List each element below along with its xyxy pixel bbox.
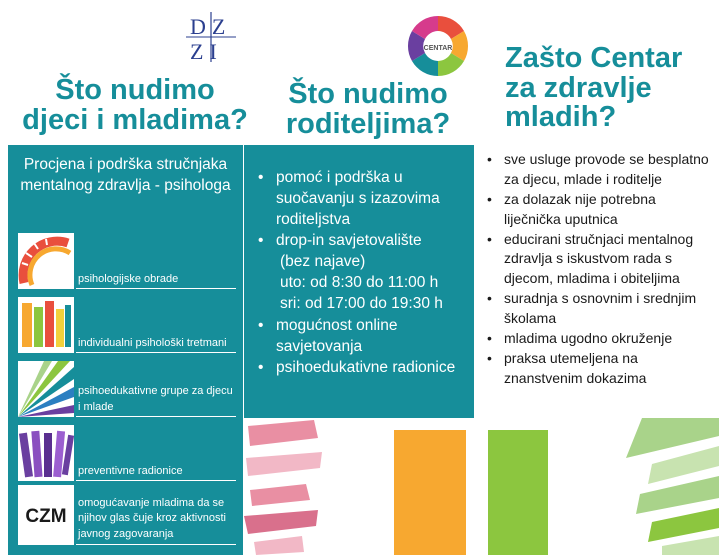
centar-logo bbox=[400, 8, 476, 84]
service-label: individualni psihološki tretmani bbox=[78, 336, 227, 349]
divider bbox=[76, 352, 236, 353]
dzzi-logo bbox=[182, 8, 240, 66]
pink-strokes-decoration bbox=[244, 418, 330, 555]
divider bbox=[76, 480, 236, 481]
list-item: uto: od 8:30 do 11:00 h bbox=[280, 274, 439, 292]
centar-logo-text: CENTAR bbox=[423, 45, 453, 52]
heading-children: Što nudimo djeci i mladima? bbox=[22, 74, 248, 136]
heading-why-centar: Zašto Centar za zdravlje mladih? bbox=[505, 42, 683, 134]
parents-list bbox=[258, 167, 470, 378]
service-item bbox=[18, 361, 236, 417]
orange-block bbox=[394, 430, 466, 555]
divider bbox=[76, 416, 236, 417]
service-label: preventivne radionice bbox=[78, 464, 183, 477]
dzzi-letters-top: DZ bbox=[190, 14, 232, 39]
dzzi-letters-bottom: ZI bbox=[190, 39, 223, 64]
list-item: sri: od 17:00 do 19:30 h bbox=[280, 295, 443, 313]
parents-services-panel bbox=[244, 145, 474, 418]
service-item bbox=[18, 425, 236, 481]
colored-stripes-icon bbox=[18, 297, 74, 353]
list-item: • sve usluge provode se besplatno za djecu, mlade i roditelje bbox=[486, 150, 711, 190]
centar-arc-icon bbox=[18, 233, 74, 289]
children-intro: Procjena i podrška stručnjaka mentalnog zdravlja - psihologa bbox=[20, 156, 231, 195]
list-item: • mogućnost online savjetovanja bbox=[258, 315, 470, 357]
list-item: • drop-in savjetovalište bbox=[258, 230, 470, 251]
purple-letters-icon bbox=[18, 425, 74, 481]
rainbow-fan-icon bbox=[18, 361, 74, 417]
list-item: • suradnja s osnovnim i srednjim školama bbox=[486, 289, 711, 329]
list-item: • educirani stručnjaci mentalnog zdravlja s iskustvom rada s djecom, mladima i obiteljima bbox=[486, 230, 711, 290]
list-item: • pomoć i podrška u suočavanju s izazovima roditeljstva bbox=[258, 167, 470, 230]
divider bbox=[76, 544, 236, 545]
list-item: • mladima ugodno okruženje bbox=[486, 329, 711, 349]
why-list bbox=[486, 150, 711, 389]
list-item: • praksa utemeljena na znanstvenim dokazima bbox=[486, 349, 711, 389]
service-label: psihologijske obrade bbox=[78, 272, 179, 285]
green-block bbox=[488, 430, 548, 555]
service-item bbox=[18, 297, 236, 353]
divider bbox=[76, 288, 236, 289]
service-item bbox=[18, 485, 236, 545]
heading-parents: Što nudimo roditeljima? bbox=[285, 78, 451, 140]
list-item: • psihoedukativne radionice bbox=[258, 357, 470, 378]
czm-logo-text: CZM bbox=[25, 506, 67, 527]
czm-logo bbox=[18, 485, 74, 545]
service-item bbox=[18, 233, 236, 289]
green-strokes-decoration bbox=[622, 418, 719, 555]
service-label: psihoedukativne grupe za djecu i mlade bbox=[78, 385, 233, 413]
list-item: • za dolazak nije potrebna liječnička uputnica bbox=[486, 190, 711, 230]
service-label: omogućavanje mladima da se njihov glas čuje kroz aktivnosti javnog zagovaranja bbox=[78, 496, 226, 540]
list-item: (bez najave) bbox=[280, 253, 366, 271]
children-services-panel bbox=[8, 145, 243, 555]
